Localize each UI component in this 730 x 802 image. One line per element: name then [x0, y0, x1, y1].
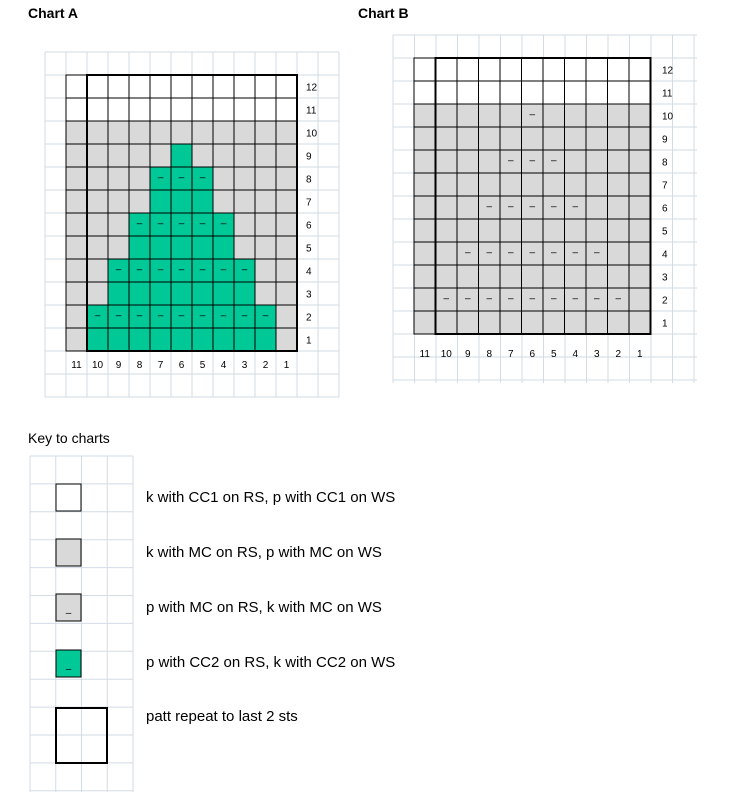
- chart-a-row-label: 12: [306, 82, 318, 94]
- chart-b-row-label: 4: [662, 249, 668, 261]
- chart-b-row-label: 7: [662, 180, 668, 192]
- chart-a-purl-mark: –: [94, 310, 101, 322]
- chart-a-purl-mark: –: [199, 172, 206, 184]
- chart-b-purl-mark: –: [550, 155, 557, 167]
- chart-a-purl-mark: –: [136, 218, 143, 230]
- chart-b-purl-mark: –: [507, 201, 514, 213]
- chart-b-col-label: 9: [464, 349, 471, 360]
- chart-a-purl-mark: –: [157, 172, 164, 184]
- chart-b-col-label: 5: [550, 349, 557, 360]
- chart-a-col-label: 1: [283, 360, 290, 371]
- key-swatch-mc-purl-mark: –: [65, 608, 72, 619]
- key-label-cc1: k with CC1 on RS, p with CC1 on WS: [146, 489, 396, 506]
- chart-a-row-label: 7: [306, 197, 312, 209]
- chart-b-row-label: 2: [662, 295, 668, 307]
- chart-b-row-label: 3: [662, 272, 668, 284]
- chart-a-purl-mark: –: [199, 310, 206, 322]
- chart-a-title: Chart A: [28, 5, 79, 21]
- chart-b-purl-mark: –: [593, 293, 600, 305]
- chart-b-purl-mark: –: [572, 247, 579, 259]
- chart-a-col-label: 3: [241, 360, 248, 371]
- chart-b-purl-mark: –: [572, 293, 579, 305]
- chart-b-purl-mark: –: [529, 155, 536, 167]
- chart-b-purl-mark: –: [486, 293, 493, 305]
- chart-b-col-label: 11: [419, 349, 430, 360]
- chart-b-col-label: 6: [529, 349, 536, 360]
- chart-a-col-label: 11: [71, 360, 82, 371]
- chart-b-row-label: 9: [662, 134, 668, 146]
- key-label-mc-purl: p with MC on RS, k with MC on WS: [146, 599, 382, 616]
- chart-b-purl-mark: –: [529, 293, 536, 305]
- chart-a-purl-mark: –: [178, 172, 185, 184]
- chart-a-row-label: 10: [306, 128, 318, 140]
- chart-a-purl-mark: –: [220, 310, 227, 322]
- chart-b-row-label: 11: [662, 88, 673, 100]
- chart-a-purl-mark: –: [157, 310, 164, 322]
- chart-a-purl-mark: –: [241, 310, 248, 322]
- chart-b-purl-mark: –: [507, 247, 514, 259]
- key-label-cc2-purl: p with CC2 on RS, k with CC2 on WS: [146, 654, 396, 671]
- chart-b-col-label: 7: [507, 349, 514, 360]
- chart-b-title: Chart B: [358, 5, 409, 21]
- chart-a-col-label: 8: [136, 360, 143, 371]
- chart-a-row-label: 8: [306, 174, 312, 186]
- chart-b-row-label: 6: [662, 203, 668, 215]
- chart-b-purl-mark: –: [529, 109, 536, 121]
- chart-b-purl-mark: –: [507, 293, 514, 305]
- chart-a-purl-mark: –: [157, 218, 164, 230]
- chart-b-purl-mark: –: [443, 293, 450, 305]
- chart-a-row-label: 3: [306, 289, 312, 301]
- chart-b-col-label: 4: [572, 349, 579, 360]
- chart-a-row-label: 9: [306, 151, 312, 163]
- chart-a-purl-mark: –: [115, 264, 122, 276]
- chart-b-purl-mark: –: [615, 293, 622, 305]
- chart-b-purl-mark: –: [550, 293, 557, 305]
- chart-a-row-label: 11: [306, 105, 317, 117]
- chart-b-purl-mark: –: [572, 201, 579, 213]
- chart-a-col-label: 9: [115, 360, 122, 371]
- chart-b-col-label: 2: [615, 349, 622, 360]
- chart-a-purl-mark: –: [178, 310, 185, 322]
- chart-a-purl-mark: –: [136, 264, 143, 276]
- chart-b-purl-mark: –: [550, 201, 557, 213]
- chart-a-purl-mark: –: [199, 264, 206, 276]
- chart-b-row-label: 1: [662, 318, 668, 330]
- chart-a-col-label: 7: [157, 360, 164, 371]
- chart-b-purl-mark: –: [464, 293, 471, 305]
- chart-a-purl-mark: –: [157, 264, 164, 276]
- key-swatch-cc2-purl-mark: –: [65, 664, 72, 675]
- chart-a-col-label: 6: [178, 360, 185, 371]
- chart-a-row-label: 4: [306, 266, 312, 278]
- chart-a-purl-mark: –: [136, 310, 143, 322]
- chart-b-purl-mark: –: [550, 247, 557, 259]
- chart-b-purl-mark: –: [507, 155, 514, 167]
- chart-a-purl-mark: –: [178, 218, 185, 230]
- chart-b-purl-mark: –: [529, 247, 536, 259]
- key-swatch-mc: [56, 539, 81, 566]
- chart-a-col-label: 10: [91, 360, 104, 371]
- chart-b-purl-mark: –: [593, 247, 600, 259]
- chart-b-purl-mark: –: [486, 201, 493, 213]
- key-label-mc: k with MC on RS, p with MC on WS: [146, 544, 382, 561]
- key-title: Key to charts: [28, 430, 110, 446]
- chart-a-purl-mark: –: [241, 264, 248, 276]
- chart-a-row-label: 6: [306, 220, 312, 232]
- chart-b-row-label: 5: [662, 226, 668, 238]
- chart-b-col-label: 8: [486, 349, 493, 360]
- chart-a-col-label: 5: [199, 360, 206, 371]
- chart-a-purl-mark: –: [220, 218, 227, 230]
- chart-b-purl-mark: –: [529, 201, 536, 213]
- chart-b-row-label: 10: [662, 111, 674, 123]
- chart-a-col-label: 4: [220, 360, 227, 371]
- chart-a-row-label: 5: [306, 243, 312, 255]
- chart-b-purl-mark: –: [464, 247, 471, 259]
- key-swatch-cc1: [56, 484, 81, 511]
- chart-a-purl-mark: –: [178, 264, 185, 276]
- chart-b-row-label: 8: [662, 157, 668, 169]
- chart-b-col-label: 1: [636, 349, 643, 360]
- chart-a-purl-mark: –: [115, 310, 122, 322]
- chart-a-row-label: 1: [306, 335, 312, 347]
- chart-a-purl-mark: –: [220, 264, 227, 276]
- chart-b-col-label: 10: [440, 349, 452, 360]
- chart-b-purl-mark: –: [486, 247, 493, 259]
- chart-a-col-label: 2: [262, 360, 269, 371]
- chart-b-row-label: 12: [662, 65, 674, 77]
- chart-a-row-label: 2: [306, 312, 312, 324]
- chart-a-purl-mark: –: [262, 310, 269, 322]
- chart-b-col-label: 3: [593, 349, 600, 360]
- key-label-repeat: patt repeat to last 2 sts: [146, 708, 298, 725]
- chart-a-purl-mark: –: [199, 218, 206, 230]
